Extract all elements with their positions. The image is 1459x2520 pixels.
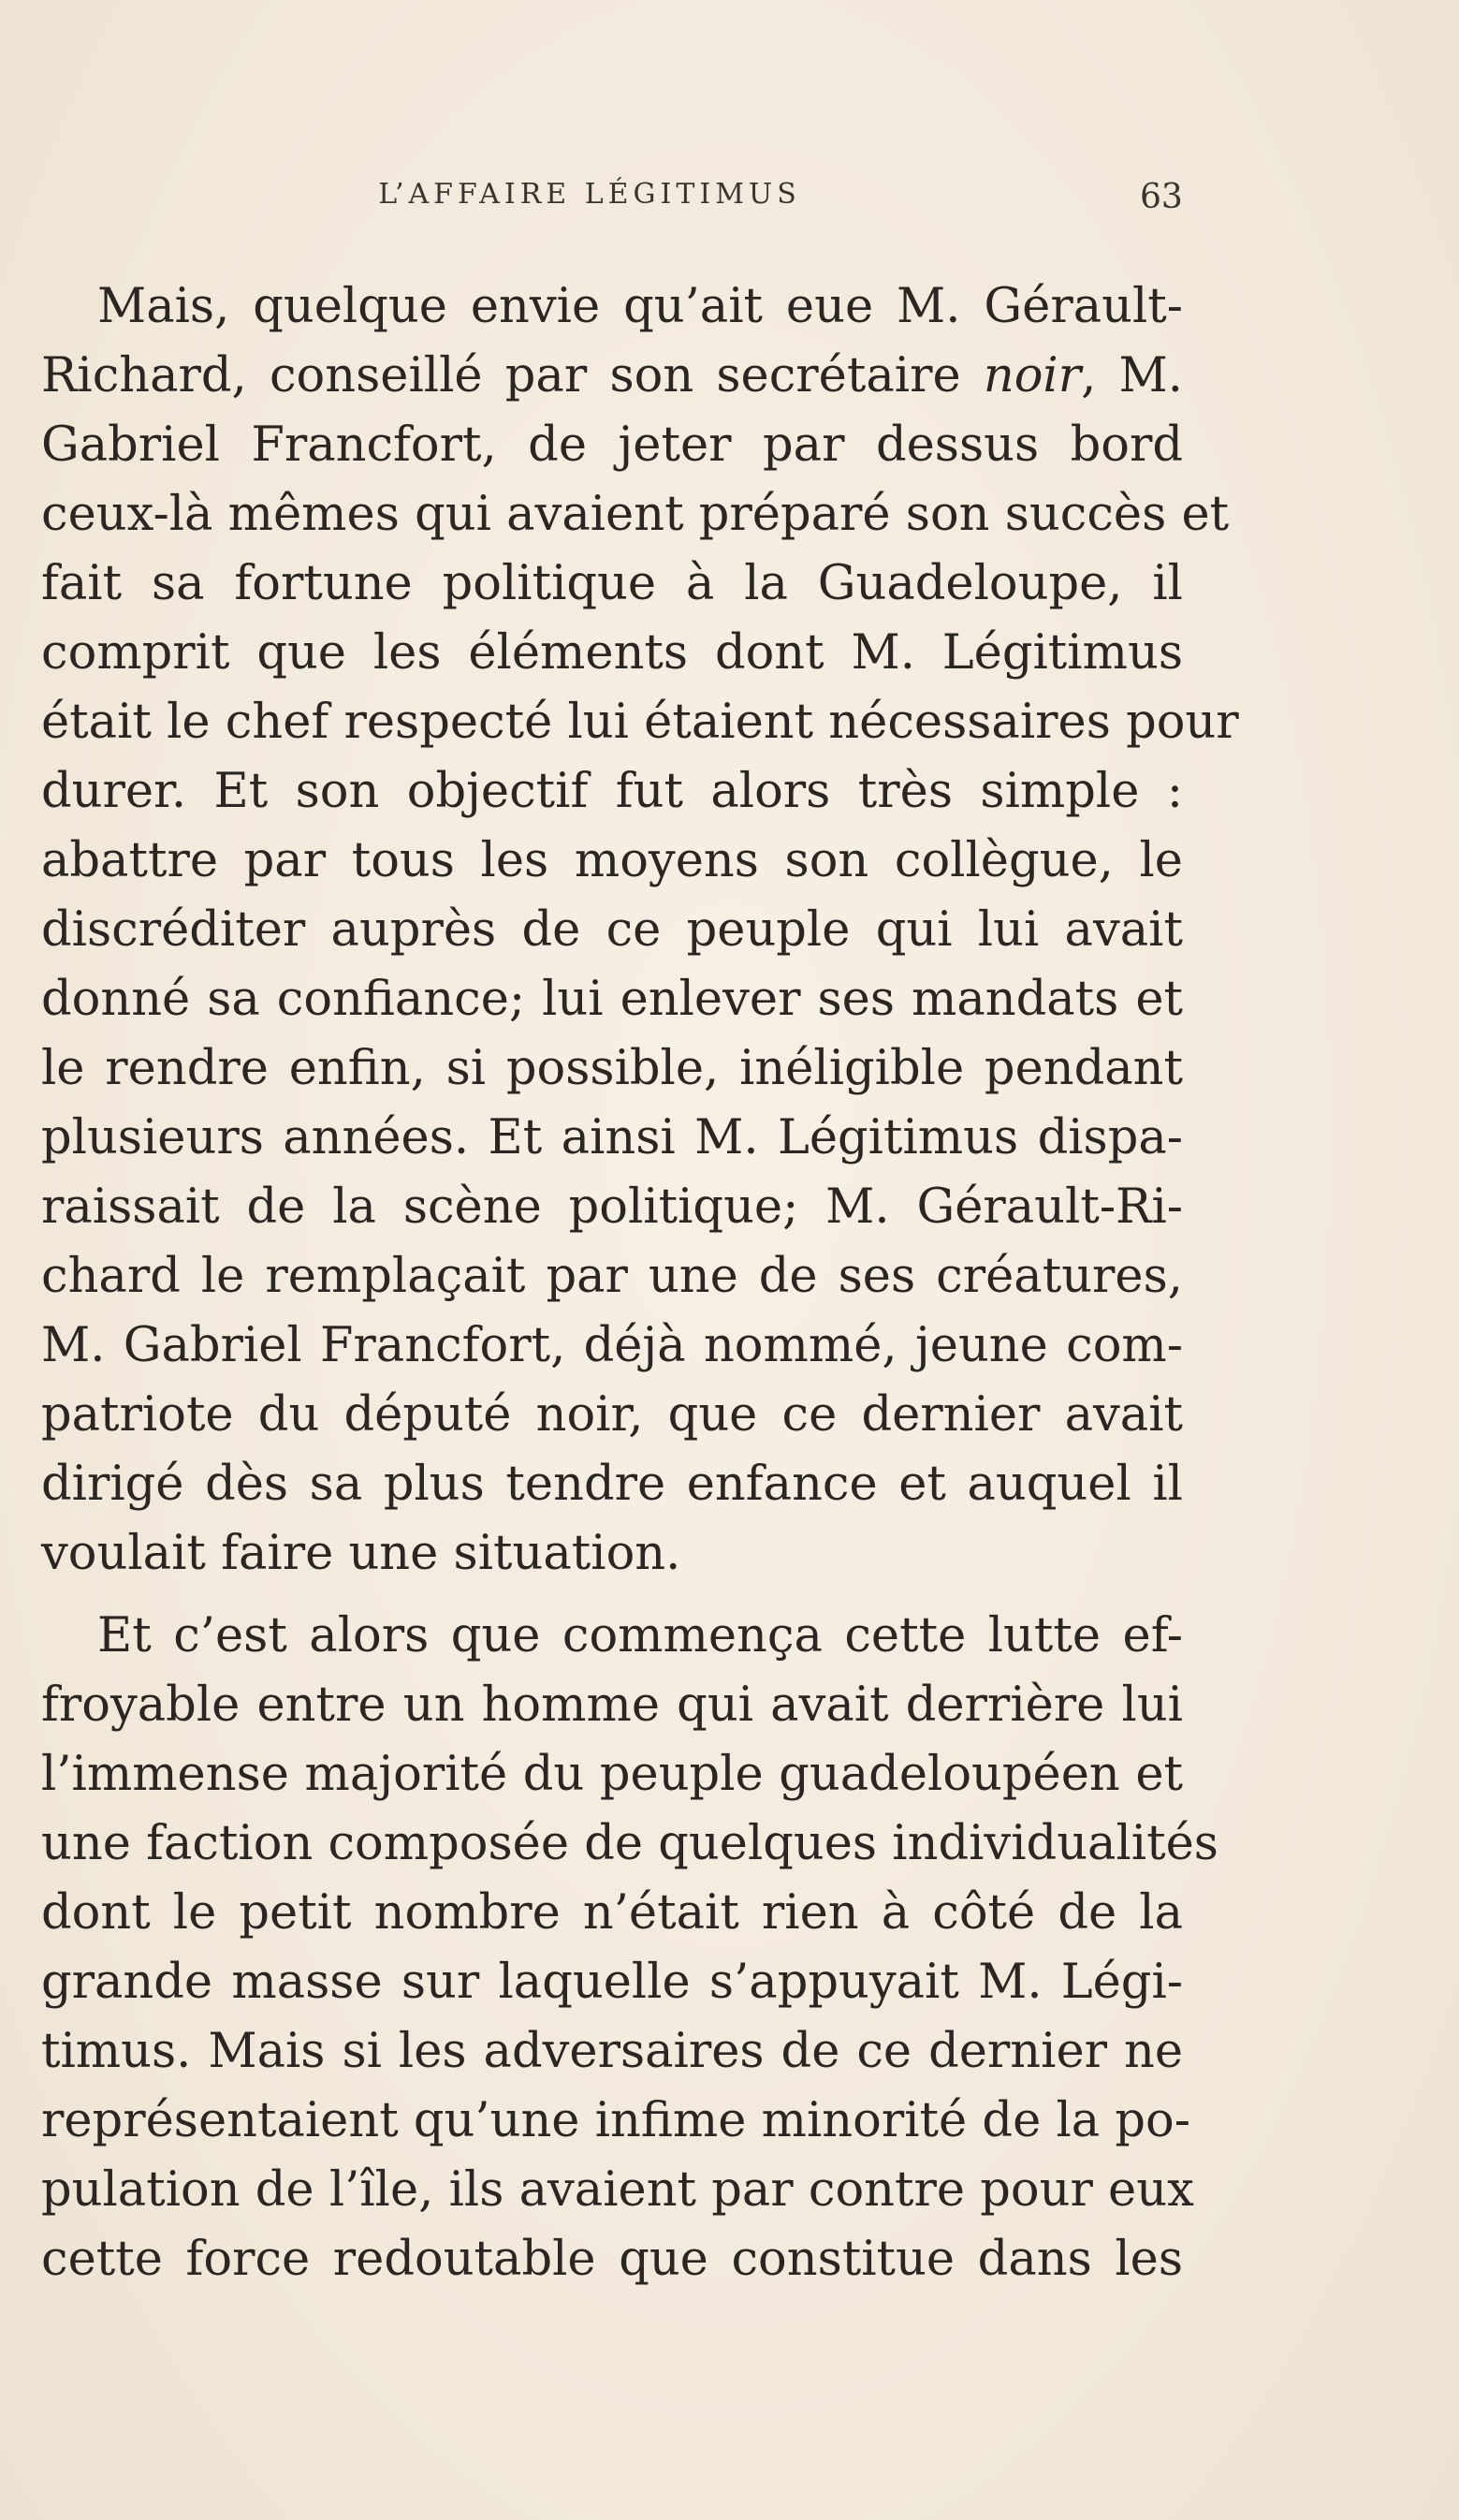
text-line: dirigé dès sa plus tendre enfance et auquel il <box>41 1457 1183 1512</box>
text-line: grande masse sur laquelle s’appuyait M. Légi- <box>41 1955 1183 2010</box>
text-line: Et c’est alors que commença cette lutte ef- <box>97 1608 1183 1663</box>
text-line: timus. Mais si les adversaires de ce dernier ne <box>41 2024 1183 2079</box>
text-line: comprit que les éléments dont M. Légitimus <box>41 625 1183 681</box>
text-line: Mais, quelque envie qu’ait eue M. Gérault- <box>97 279 1183 334</box>
text-line: discréditer auprès de ce peuple qui lui avait <box>41 902 1183 958</box>
text-line: raissait de la scène politique; M. Gérault-Ri- <box>41 1179 1183 1235</box>
page-number: 63 <box>1140 178 1183 216</box>
text-line: abattre par tous les moyens son collègue, le <box>41 833 1183 888</box>
text-line: patriote du député noir, que ce dernier avait <box>41 1387 1183 1443</box>
text-line: donné sa confiance; lui enlever ses mandats et <box>41 972 1183 1027</box>
text-line: plusieurs années. Et ainsi M. Légitimus dispa- <box>41 1110 1183 1165</box>
text-line: chard le remplaçait par une de ses créatures, <box>41 1249 1183 1304</box>
text-line: Richard, conseillé par son secrétaire noir, M. <box>41 348 1183 403</box>
text-line: dont le petit nombre n’était rien à côté de la <box>41 1885 1183 1941</box>
text-line: était le chef respecté lui étaient nécessaires pour <box>41 695 1239 750</box>
italic-word: noir <box>983 348 1082 403</box>
text-line: ceux-là mêmes qui avaient préparé son succès et <box>41 487 1230 542</box>
text-line: durer. Et son objectif fut alors très simple : <box>41 764 1183 819</box>
text-line: le rendre enfin, si possible, inéligible pendant <box>41 1041 1183 1096</box>
text-line: cette force redoutable que constitue dans les <box>41 2232 1183 2287</box>
text-line: Gabriel Francfort, de jeter par dessus bord <box>41 418 1183 473</box>
text-line: M. Gabriel Francfort, déjà nommé, jeune com- <box>41 1318 1183 1373</box>
text-line: froyable entre un homme qui avait derrière lui <box>41 1678 1183 1733</box>
text-line: représentaient qu’une infime minorité de la po- <box>41 2093 1190 2148</box>
text-line: fait sa fortune politique à la Guadeloupe, il <box>41 556 1183 611</box>
text-line: l’immense majorité du peuple guadeloupéen et <box>41 1747 1183 1802</box>
text-line: voulait faire une situation. <box>41 1526 681 1581</box>
text-line: une faction composée de quelques individualités <box>41 1816 1218 1871</box>
running-head: L’AFFAIRE LÉGITIMUS <box>378 178 801 211</box>
text-line: pulation de l’île, ils avaient par contre pour eux <box>41 2162 1194 2218</box>
